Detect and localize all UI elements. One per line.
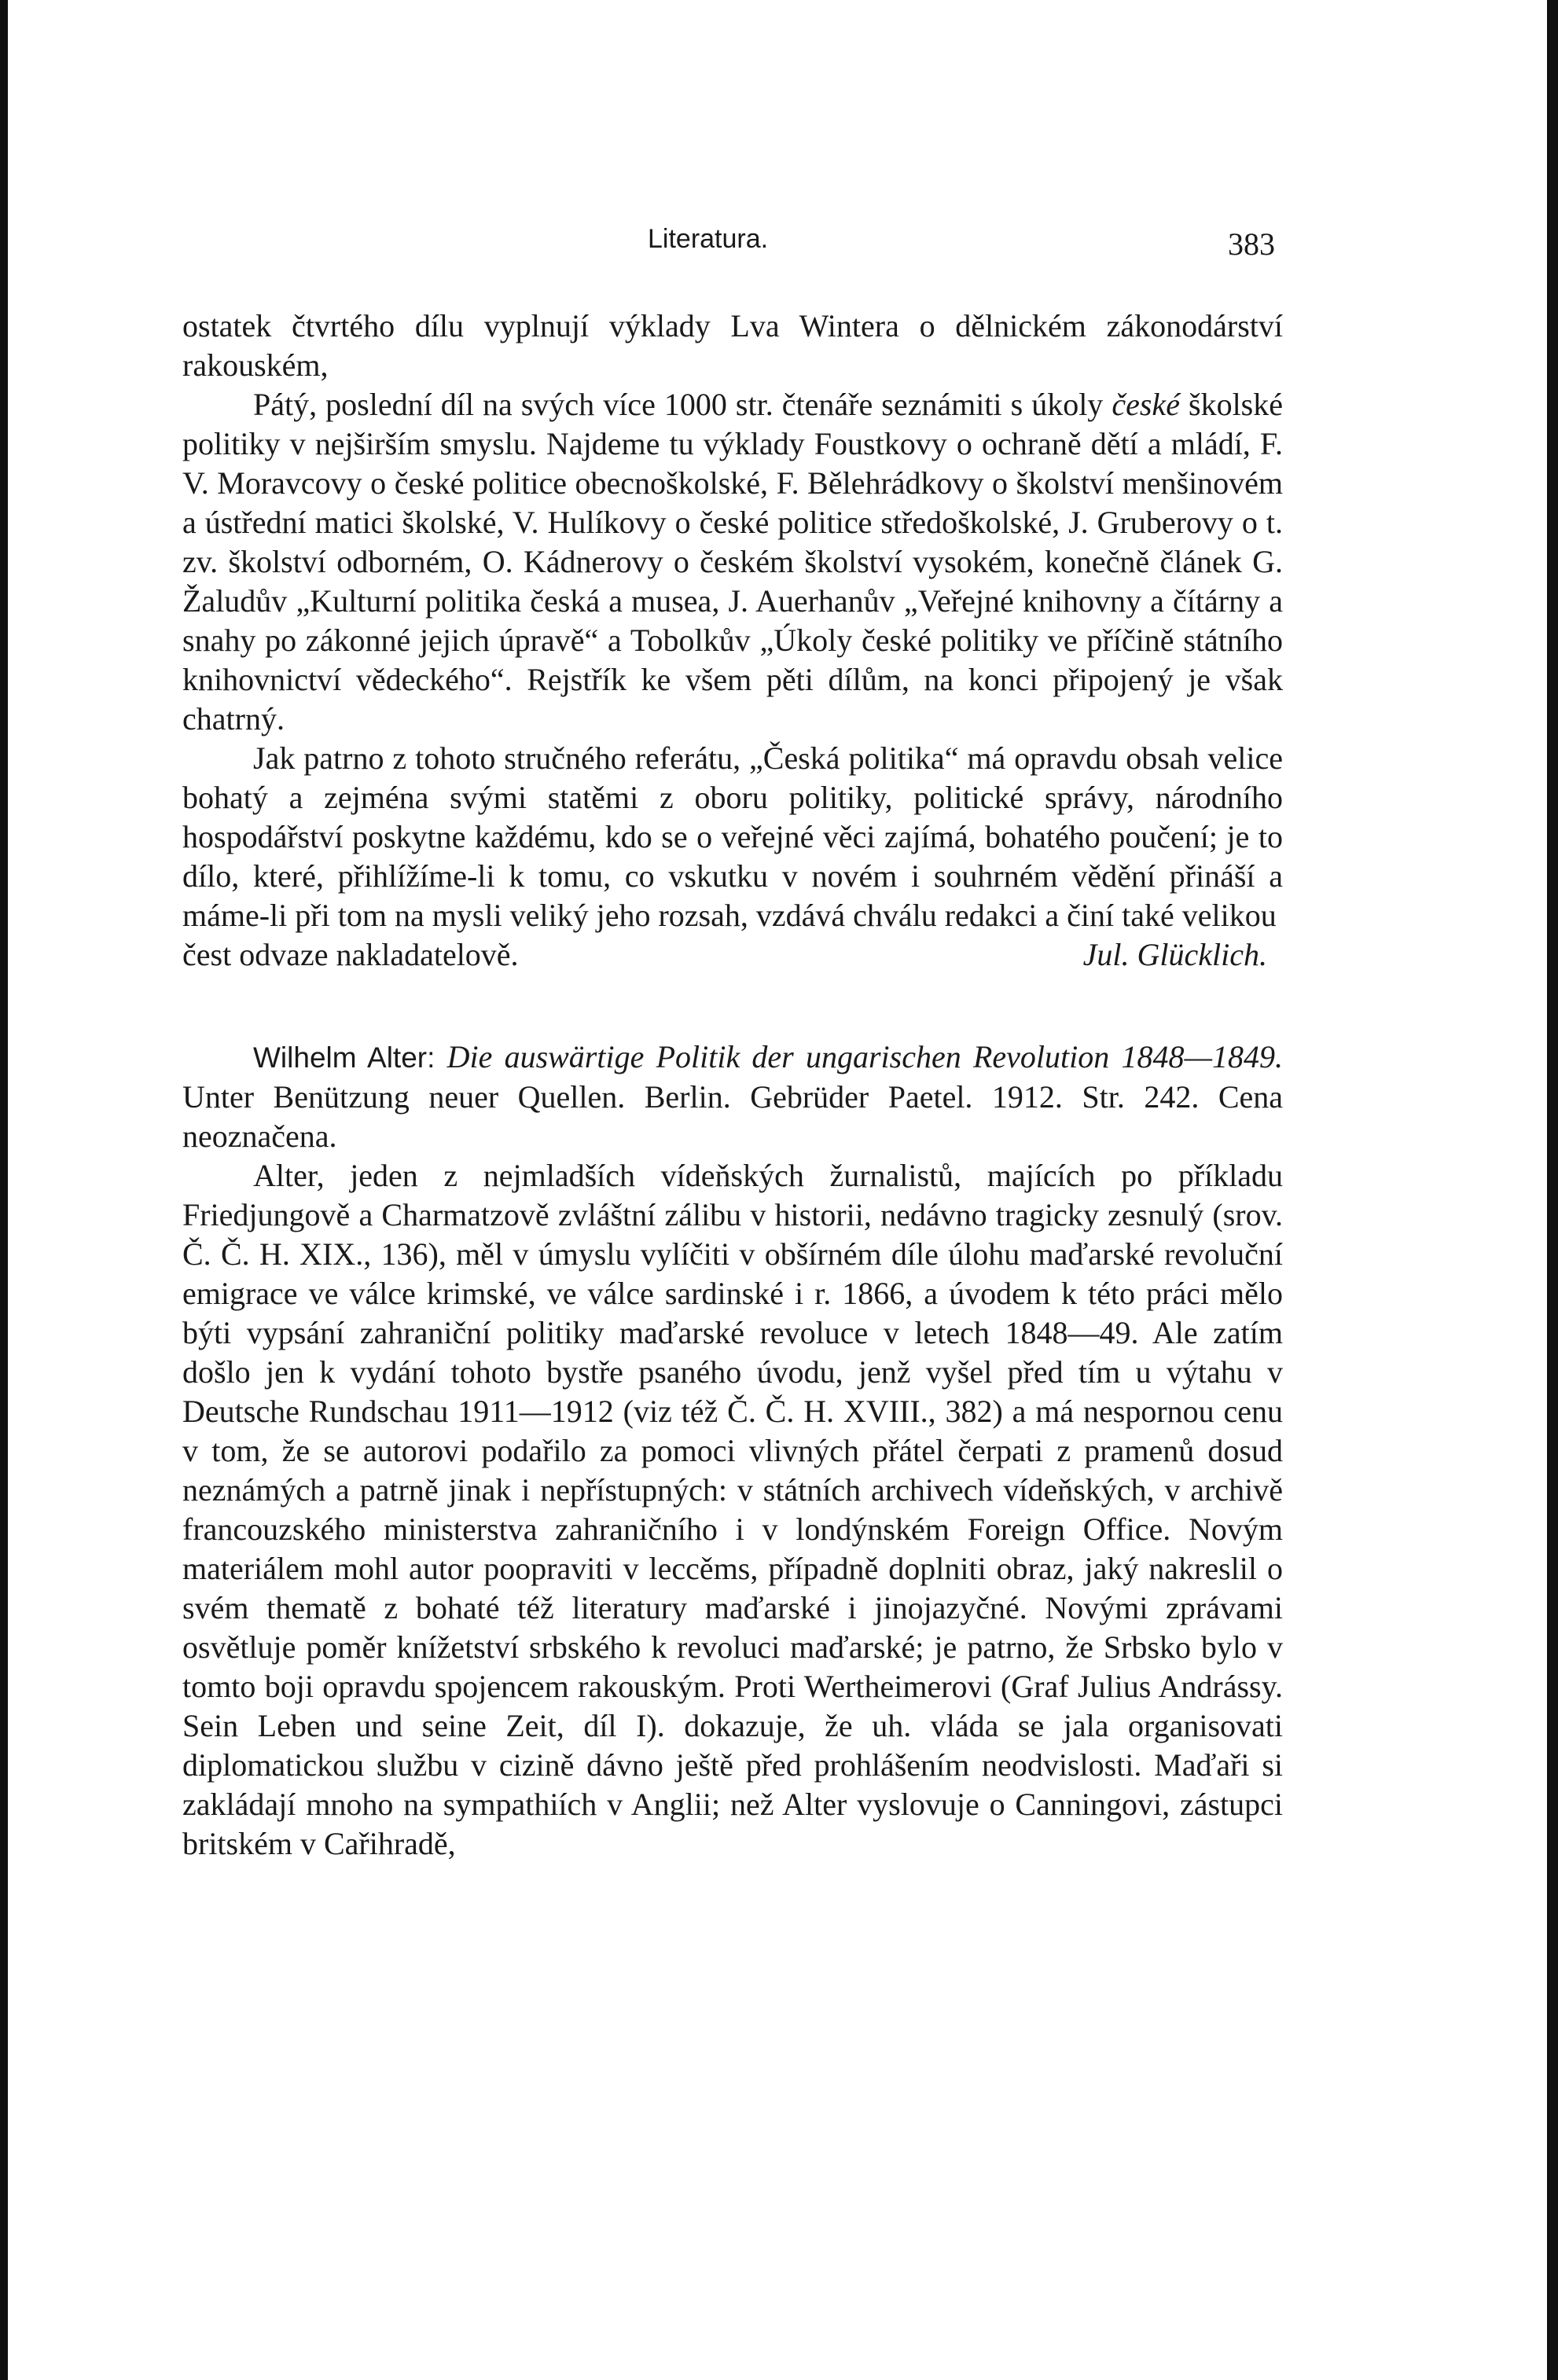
running-head	[182, 224, 1283, 271]
entry-book-details: Unter Benützung neuer Quellen. Berlin. Gebrüder Paetel. 1912. Str. 242. Cena neoznačena.	[182, 1079, 1283, 1154]
review-signature: Jul. Glücklich.	[1082, 937, 1267, 972]
paragraph-2-italic: české	[1112, 387, 1180, 422]
review-body: Alter, jeden z nejmladších vídeňských žurnalistů, majících po příkladu Friedjungově a Charmatzově zvláštní zálibu v historii, nedávno tragicky zesnulý (srov. Č. Č. H. XIX., 136), měl v úmyslu vylíčiti v obšírném díle úlohu maďarské revoluční emigrace ve válce krimské, ve válce sardinské i r. 1866, a úvodem k této práci mělo býti vypsání zahraniční politiky maďarské revoluce v letech 1848—49. Ale zatím došlo jen k vydání tohoto bystře psaného úvodu, jenž vyšel před tím u výtahu v Deutsche Rundschau 1911—1912 (viz též Č. Č. H. XVIII., 382) a má nespornou cenu v tom, že se autorovi podařilo za pomoci vlivných přátel čerpati z pramenů dosud neznámých a patrně jinak i nepřístupných: v státních archivech vídeňských, v archivě francouzského ministerstva zahraničního i v londýnském Foreign Office. Novým materiálem mohl autor poopraviti v leccěms, případně doplniti obraz, jaký nakreslil o svém thematě z bohaté též literatury maďarské i jinojazyčné. Novými zprávami osvětluje poměr knížetství srbského k revoluci maďarské; je patrno, že Srbsko bylo v tomto boji opravdu spojencem rakouským. Proti Wertheimerovi (Graf Julius Andrássy. Sein Leben und seine Zeit, díl I). dokazuje, že uh. vláda se jala organisovati diplomatickou službu v cizině dávno ještě před prohlášením neodvislosti. Maďaři si zakládají mnoho na sympathiích v Anglii; než Alter vyslovuje o Canningovi, zástupci britském v Cařihradě,	[182, 1158, 1283, 1861]
page-number: 383	[1228, 226, 1275, 262]
entry-book-title: Die auswärtige Politik der ungarischen Revolution 1848—1849.	[446, 1039, 1284, 1074]
body-text	[182, 307, 1283, 1864]
paragraph-2-start: Pátý, poslední díl na svých více 1000 str. čtenáře seznámiti s úkoly	[253, 387, 1104, 422]
paragraph-1: ostatek čtvrtého dílu vyplnují výklady Lva Wintera o dělnickém zákonodárství rakouském,	[182, 308, 1283, 383]
scan-edge-right	[1547, 0, 1558, 2380]
paragraph-2	[182, 385, 1283, 739]
book-page	[182, 224, 1283, 1864]
scan-edge-left	[0, 0, 8, 2380]
paragraph-3-ending: čest odvaze nakladatelově.	[182, 937, 519, 972]
entry-author: Wilhelm Alter:	[253, 1041, 435, 1074]
paragraph-3: Jak patrno z tohoto stručného referátu, „Česká politika“ má opravdu obsah velice bohatý a zejména svými statěmi z oboru politiky, politické správy, národního hospodářství poskytne každému, kdo se o veřejné věci zajímá, bohatého poučení; je to dílo, které, přihlížíme-li k tomu, co vskutku v novém i souhrném vědění přináší a máme-li při tom na mysli veliký jeho rozsah, vzdává chválu redakci a činí také velikou	[182, 740, 1283, 933]
paragraph-3-last-line	[182, 935, 1283, 975]
bibliographic-entry	[182, 1038, 1283, 1156]
review-entry-alter	[182, 1038, 1283, 1864]
running-title: Literatura.	[648, 224, 769, 254]
paragraph-2-rest: školské politiky v nejširším smyslu. Najdeme tu výklady Foustkovy o ochraně dětí a mládí, F. V. Moravcovy o české politice obecnoškolské, F. Bělehrádkovy o školství menšinovém a ústřední matici školské, V. Hulíkovy o české politice středoškolské, J. Gruberovy o t. zv. školství odborném, O. Kádnerovy o českém školství vysokém, konečně článek G. Žaludův „Kulturní politika česká a musea, J. Auerhanův „Veřejné knihovny a čítárny a snahy po zákonné jejich úpravě“ a Tobolkův „Úkoly české politiky ve příčině státního knihovnictví vědeckého“. Rejstřík ke všem pěti dílům, na konci připojený je však chatrný.	[182, 387, 1283, 736]
